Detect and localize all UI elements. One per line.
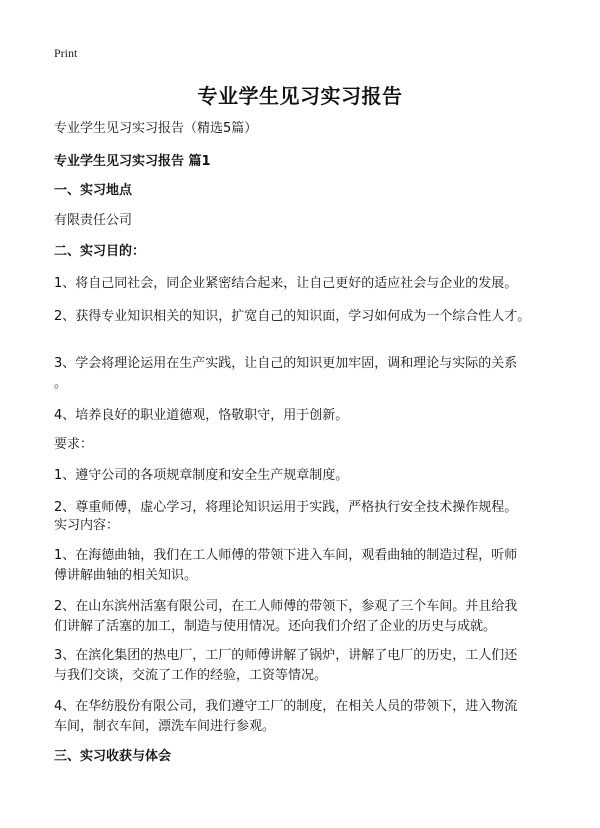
requirement-item-2: 2、尊重师傅，虚心学习，将理论知识运用于实践，严格执行安全技术操作规程。 xyxy=(54,500,518,515)
part-heading: 专业学生见习实习报告 篇1 xyxy=(54,154,211,169)
purpose-item-3-line-1: 3、学会将理论运用在生产实践，让自己的知识更加牢固，调和理论与实际的关系 xyxy=(54,356,518,371)
location-text: 有限责任公司 xyxy=(54,213,133,228)
document-title: 专业学生见习实习报告 xyxy=(197,84,403,108)
content-item-1-line-2: 傅讲解曲轴的相关知识。 xyxy=(54,568,198,583)
content-item-2-line-2: 们讲解了活塞的加工，制造与使用情况。还向我们介绍了企业的历史与成就。 xyxy=(54,619,497,634)
content-item-2-line-1: 2、在山东滨州活塞有限公司，在工人师傅的带领下，参观了三个车间。并且给我 xyxy=(54,599,518,614)
content-item-4-line-2: 车间，制衣车间，漂洗车间进行参观。 xyxy=(54,719,276,734)
content-item-3-line-1: 3、在滨化集团的热电厂，工厂的师傅讲解了锅炉，讲解了电厂的历史，工人们还 xyxy=(54,648,518,663)
content-item-4-line-1: 4、在华纺股份有限公司，我们遵守工厂的制度，在相关人员的带领下，进入物流 xyxy=(54,699,518,714)
section-heading-gains: 三、实习收获与体会 xyxy=(54,749,172,764)
content-item-3-line-2: 与我们交谈，交流了工作的经验，工资等情况。 xyxy=(54,668,328,683)
purpose-item-4: 4、培养良好的职业道德观，恪敬职守，用于创新。 xyxy=(54,408,349,423)
purpose-item-3-line-2: 。 xyxy=(54,376,68,391)
section-heading-purpose: 二、实习目的： xyxy=(54,244,146,259)
content-item-1-line-1: 1、在海德曲轴，我们在工人师傅的带领下进入车间，观看曲轴的制造过程，听师 xyxy=(54,548,518,563)
requirement-item-1: 1、遵守公司的各项规章制度和安全生产规章制度。 xyxy=(54,468,349,483)
purpose-item-2: 2、获得专业知识相关的知识，扩宽自己的知识面，学习如何成为一个综合性人才。 xyxy=(54,309,531,324)
purpose-item-1: 1、将自己同社会，同企业紧密结合起来，让自己更好的适应社会与企业的发展。 xyxy=(54,276,518,291)
section-heading-location: 一、实习地点 xyxy=(54,183,133,198)
requirements-label: 要求： xyxy=(54,437,94,452)
print-label: Print xyxy=(54,46,78,60)
content-label: 实习内容： xyxy=(54,518,120,533)
subtitle: 专业学生见习实习报告（精选5篇） xyxy=(54,121,258,136)
